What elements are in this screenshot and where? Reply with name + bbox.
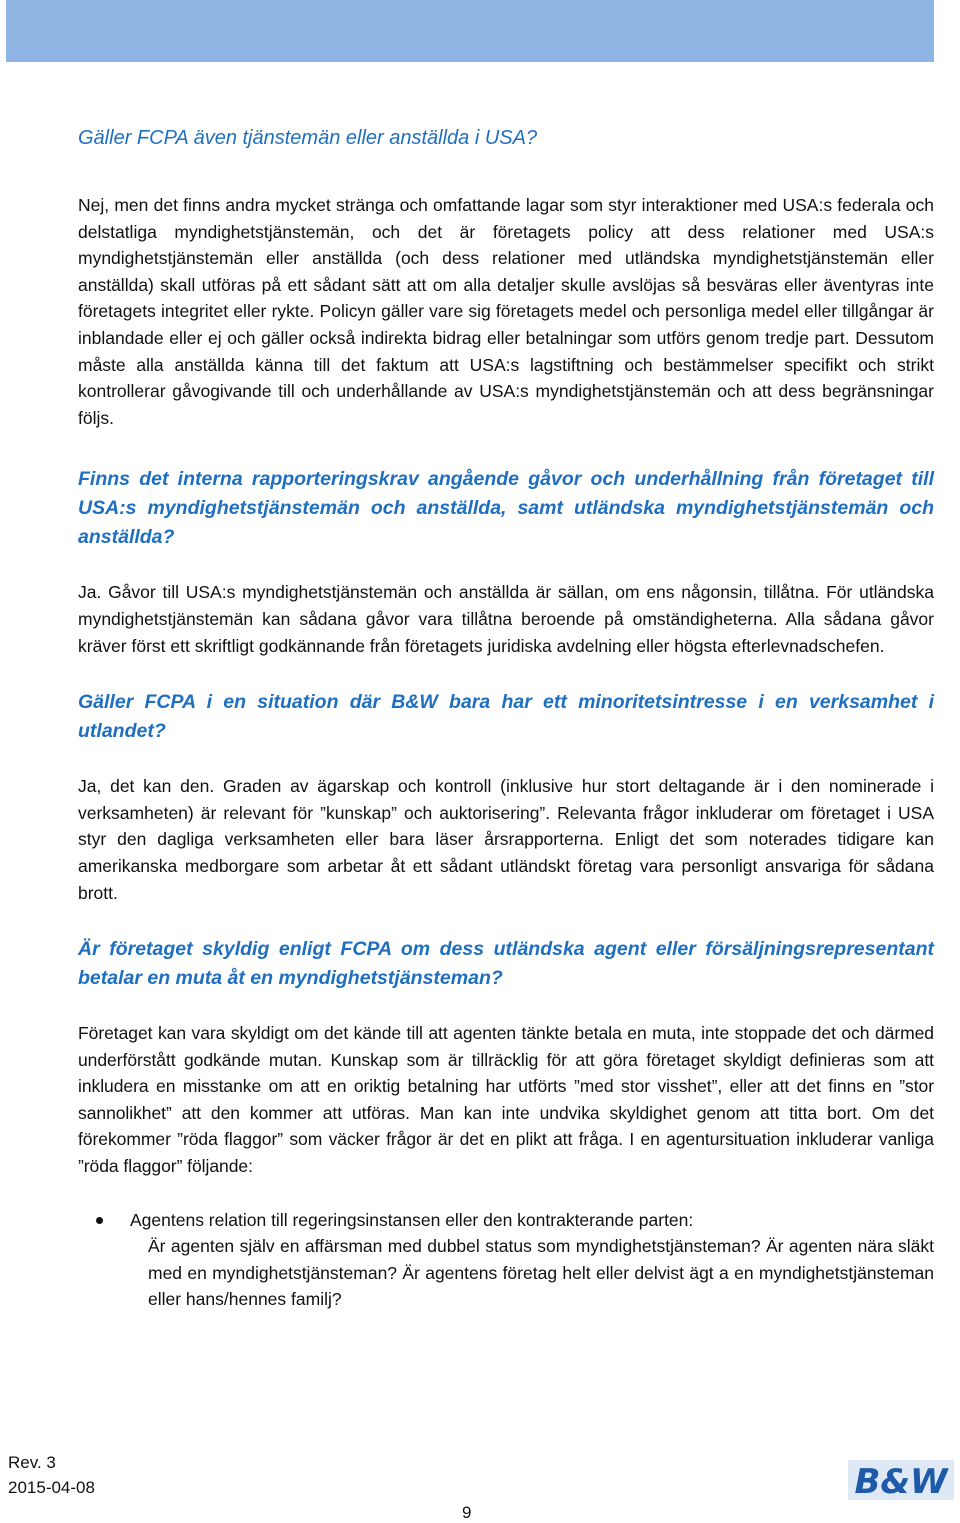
bw-logo [846,1458,956,1502]
answer-paragraph: Nej, men det finns andra mycket stränga och omfattande lagar som styr interaktioner med USA:s federala och delstatliga myndighetstjänstemän, och det är företagets policy att dess relationer med USA:s myndighetstjänstemän eller anställda (och dess relationer med utländska myndighetstjänstemän eller anställda) skall utföras på ett sådant sätt att om alla detaljer skulle avslöjas så besväras eller äventyras inte företagets integritet eller rykte. Policyn gäller vare sig företagets medel och personliga medel eller tillgångar är inblandade eller ej och gäller också indirekta bidrag eller betalningar som utförs genom tredje part. Dessutom måste alla anställda känna till det faktum att USA:s lagstiftning och bestämmelser specifikt och strikt kontrollerar gåvogivande till och underhållande av USA:s myndighetstjänstemän och att dess begränsningar följs. [78,195,934,428]
revision-block [8,1450,95,1500]
question-heading: Är företaget skyldig enligt FCPA om dess utländska agent eller försäljningsrepresentant betalar en muta åt en myndighetstjänsteman? [78,938,934,990]
answer-paragraph: Ja, det kan den. Graden av ägarskap och kontroll (inklusive hur stort deltagande är i den nominerade i verksamheten) är relevant för ”kunskap” och auktorisering”. Relevanta frågor inkluderar om företaget i USA styr den dagliga verksamheten eller bara läser årsrapporterna. Enligt det som noterades tidigare kan amerikanska medborgare som arbetar åt ett sådant utländskt företag vara personligt ansvariga för sådana brott. [78,776,934,903]
question-heading: Gäller FCPA även tjänstemän eller anställda i USA? [78,127,538,149]
svg-text:B&W: B&W [854,1462,948,1502]
answer-paragraph: Ja. Gåvor till USA:s myndighetstjänstemän och anställda är sällan, om ens någonsin, tillåtna. För utländska myndighetstjänstemän kan sådana gåvor vara tillåtna beroende på omständigheterna. Alla sådana gåvor kräver först ett skriftligt godkännande från företagets juridiska avdelning eller högsta efterlevnadschefen. [78,582,934,656]
page-content [78,124,934,1313]
revision-label: Rev. 3 [8,1453,56,1472]
bullet-label: Agentens relation till regeringsinstansen eller den kontrakterande parten: [130,1209,694,1230]
bullet-detail: Är agenten själv en affärsman med dubbel status som myndighetstjänsteman? Är agenten nära släkt med en myndighetstjänsteman? Är agentens företag helt eller delvist ägt a en myndighetstjänsteman eller hans/hennes familj? [148,1236,934,1310]
list-item [78,1207,934,1234]
answer-paragraph: Företaget kan vara skyldigt om det kände till att agenten tänkte betala en muta, inte stoppade det och därmed underförstått godkände mutan. Kunskap som är tillräcklig för att göra företaget skyldigt definieras som att inkludera en misstanke om att en oriktig betalning har utförts ”med stor visshet”, eller att det finns en ”stor sannolikhet” att den kommer att utföras. Man kan inte undvika skyldighet genom att titta bort. Om det förekommer ”röda flaggor” som väcker frågor är det en plikt att fråga. I en agentursituation inkluderar vanliga ”röda flaggor” följande: [78,1023,934,1177]
question-heading: Gäller FCPA i en situation där B&W bara har ett minoritetsintresse i en verksamhet i utlandet? [78,691,934,743]
red-flag-list [78,1207,934,1234]
header-band [6,0,934,62]
question-heading: Finns det interna rapporteringskrav angående gåvor och underhållning från företaget till USA:s myndighetstjänstemän och anställda, samt utländska myndighetstjänstemän och anställda? [78,468,934,549]
page-number: 9 [462,1503,472,1522]
revision-date: 2015-04-08 [8,1478,95,1497]
bullet-icon [96,1217,103,1224]
